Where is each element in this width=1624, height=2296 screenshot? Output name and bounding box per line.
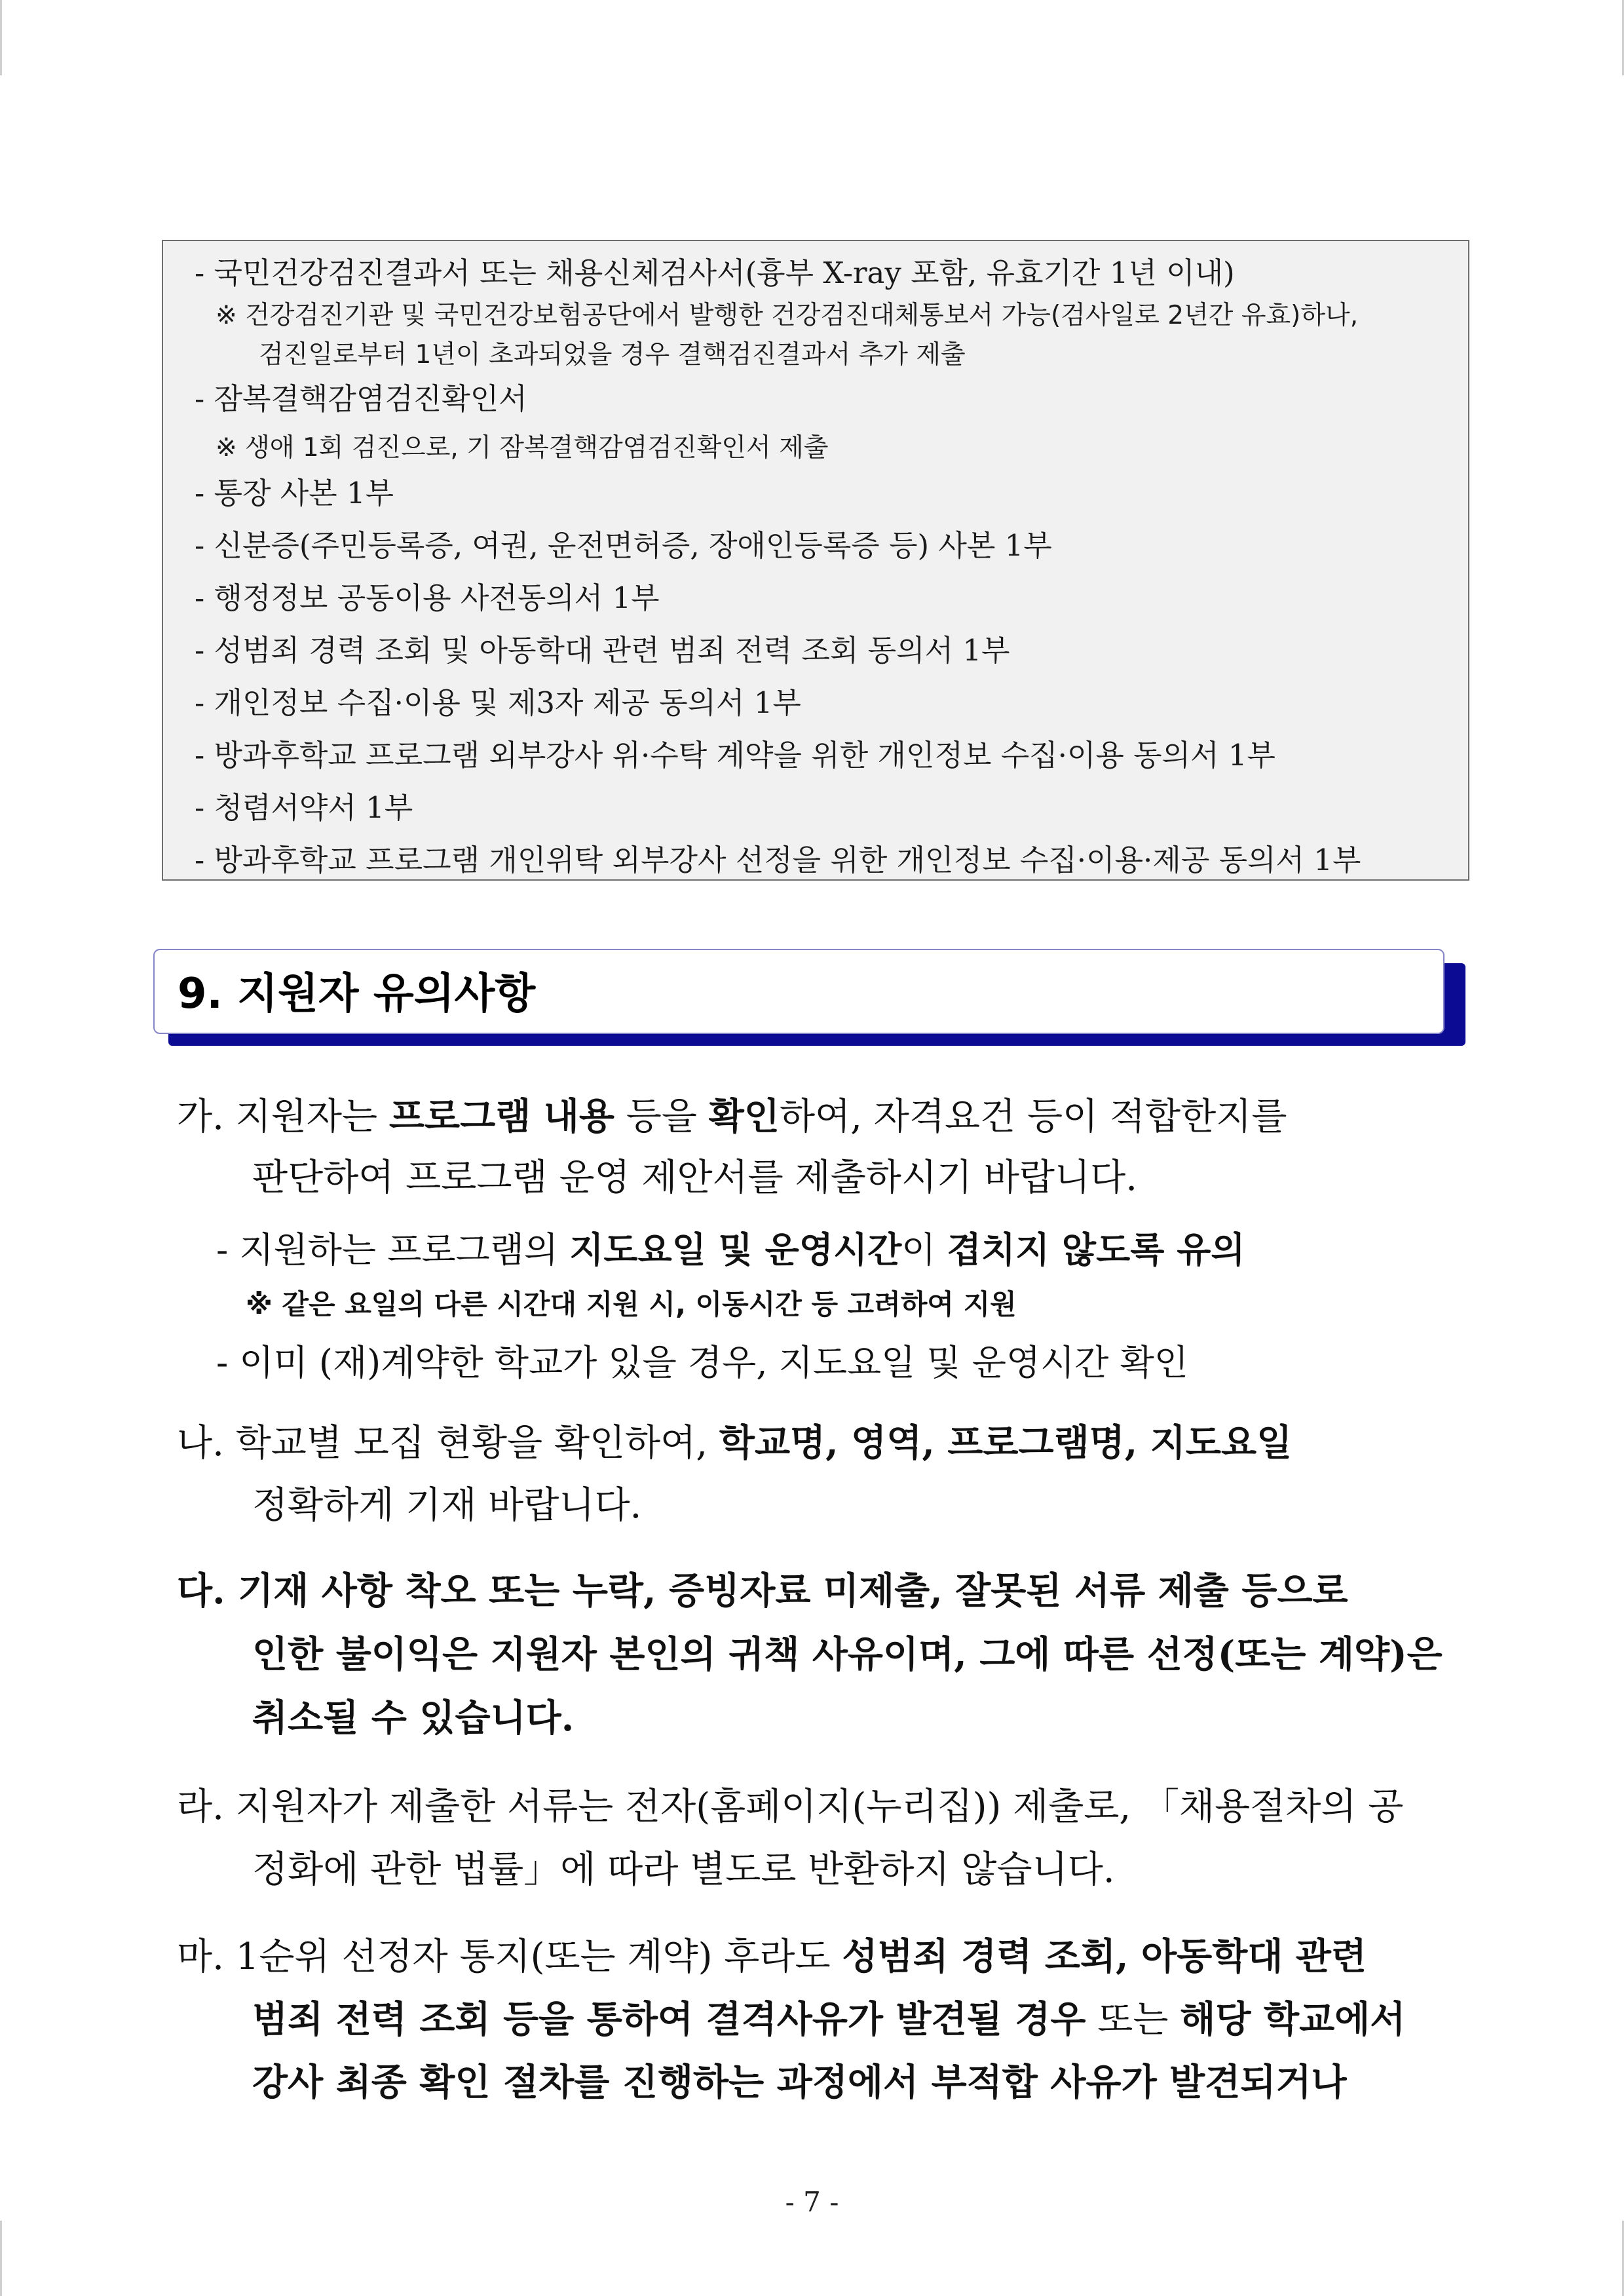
document-item: - 개인정보 수집·이용 및 제3자 제공 동의서 1부 <box>195 685 801 720</box>
paragraph-ga-line-1-run: 등을 <box>614 1096 709 1138</box>
section-heading <box>153 949 1445 1034</box>
document-item: - 방과후학교 프로그램 개인위탁 외부강사 선정을 위한 개인정보 수집·이용·제공 동의서 1부 <box>195 843 1361 877</box>
document-item: - 방과후학교 프로그램 외부강사 위·수탁 계약을 위한 개인정보 수집·이용 동의서 1부 <box>195 738 1275 773</box>
document-item: - 통장 사본 1부 <box>195 476 394 510</box>
paragraph-da-line-1: 다. 기재 사항 착오 또는 누락, 증빙자료 미제출, 잘못된 서류 제출 등으로 <box>177 1569 1348 1613</box>
paragraph-da-line-3: 취소될 수 있습니다. <box>252 1696 575 1740</box>
document-item: - 성범죄 경력 조회 및 아동학대 관련 범죄 전력 조회 동의서 1부 <box>195 633 1010 668</box>
paragraph-na-line-1-run: 나. 학교별 모집 현황을 확인하여, <box>177 1422 719 1464</box>
paragraph-na-line-1 <box>177 1421 1293 1464</box>
paragraph-ga-line-1-run: 프로그램 내용 <box>388 1095 614 1138</box>
document-item: - 국민건강검진결과서 또는 채용신체검사서(흉부 X-ray 포함, 유효기간 1년 이내) <box>195 256 1235 290</box>
paragraph-ga-sub-item-2: - 이미 (재)계약한 학교가 있을 경우, 지도요일 및 운영시간 확인 <box>216 1342 1188 1383</box>
paragraph-ma-line-2 <box>252 1998 1406 2041</box>
paragraph-ga-sub-item-1-run: 겹치지 않도록 유의 <box>947 1229 1245 1271</box>
document-note: ※ 생애 1회 검진으로, 기 잠복결핵감염검진확인서 제출 <box>216 433 829 463</box>
paragraph-da-line-2: 인한 불이익은 지원자 본인의 귀책 사유이며, 그에 따른 선정(또는 계약)은 <box>252 1633 1443 1676</box>
paragraph-ma-line-1-run: 마. 1순위 선정자 통지(또는 계약) 후라도 <box>177 1936 842 1978</box>
paragraph-ga-line-1-run: 하여, 자격요건 등이 적합한지를 <box>779 1096 1287 1138</box>
document-item: - 신분증(주민등록증, 여권, 운전면허증, 장애인등록증 등) 사본 1부 <box>195 528 1052 563</box>
corner-mark <box>0 0 2 75</box>
paragraph-ga-line-1 <box>177 1095 1287 1138</box>
section-title: 9. 지원자 유의사항 <box>178 970 536 1018</box>
document-note: 검진일로부터 1년이 초과되었을 경우 결핵검진결과서 추가 제출 <box>259 340 966 370</box>
document-item: - 잠복결핵감염검진확인서 <box>195 381 527 416</box>
document-item: - 청렴서약서 1부 <box>195 790 413 825</box>
paragraph-ma-line-2-run: 해당 학교에서 <box>1180 1998 1406 2041</box>
paragraph-ga-sub-item-1-run: - 지원하는 프로그램의 <box>216 1229 570 1271</box>
paragraph-na-line-1-run: 학교명, 영역, 프로그램명, 지도요일 <box>719 1421 1293 1464</box>
paragraph-ma-line-1 <box>177 1935 1367 1978</box>
paragraph-ga-sub-item-1 <box>216 1229 1245 1271</box>
paragraph-ga-sub-item-1-run: 이 <box>901 1229 947 1271</box>
paragraph-ma-line-3-run: 강사 최종 확인 절차를 진행하는 과정에서 부적합 사유가 발견되거나 <box>252 2061 1347 2104</box>
paragraph-ma-line-2-run: 범죄 전력 조회 등을 통하여 결격사유가 발견될 경우 <box>252 1998 1086 2041</box>
document-item: - 행정정보 공동이용 사전동의서 1부 <box>195 581 660 615</box>
paragraph-ga-line-2: 판단하여 프로그램 운영 제안서를 제출하시기 바랍니다. <box>252 1157 1138 1199</box>
paragraph-ma-line-2-run: 또는 <box>1086 1999 1180 2041</box>
corner-mark <box>0 2221 2 2296</box>
paragraph-ma-line-1-run: 성범죄 경력 조회, 아동학대 관련 <box>842 1935 1367 1978</box>
required-documents-box <box>162 240 1469 881</box>
paragraph-na-line-2: 정확하게 기재 바랍니다. <box>252 1484 642 1527</box>
paragraph-ga-sub-item-1-run: 지도요일 및 운영시간 <box>569 1229 902 1271</box>
paragraph-ra-line-2: 정화에 관한 법률」에 따라 별도로 반환하지 않습니다. <box>252 1848 1115 1891</box>
page-number: - 7 - <box>785 2186 839 2218</box>
paragraph-ra-line-1: 라. 지원자가 제출한 서류는 전자(홈페이지(누리집)) 제출로, 「채용절차의 공 <box>177 1786 1404 1828</box>
paragraph-ma-line-3 <box>252 2061 1347 2104</box>
paragraph-ga-line-1-run: 가. 지원자는 <box>177 1096 389 1138</box>
document-note: ※ 건강검진기관 및 국민건강보험공단에서 발행한 건강검진대체통보서 가능(검사일로 2년간 유효)하나, <box>216 301 1359 330</box>
paragraph-ga-remark: ※ 같은 요일의 다른 시간대 지원 시, 이동시간 등 고려하여 지원 <box>246 1288 1017 1320</box>
paragraph-ga-line-1-run: 확인 <box>708 1095 780 1138</box>
